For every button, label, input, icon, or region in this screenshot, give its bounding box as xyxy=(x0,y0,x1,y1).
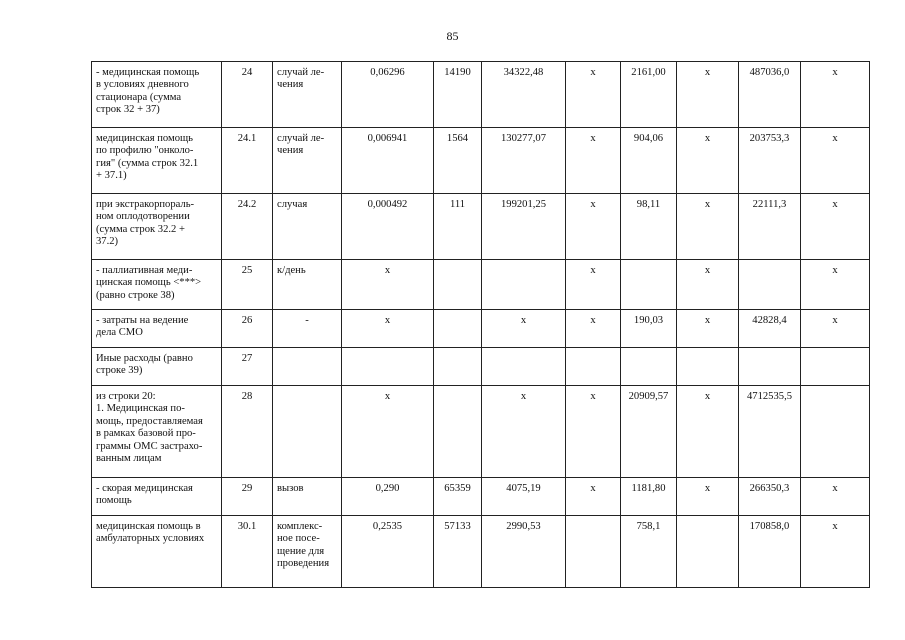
volume-per-person-cell xyxy=(342,348,434,386)
volume-per-person-cell xyxy=(342,386,434,478)
budget-total-cell xyxy=(677,310,739,348)
row-name-text: медицинская помощь по профилю "онколо- гия" (сумма строк 32.1 + 37.1) xyxy=(96,133,199,182)
oms-total-cell xyxy=(739,348,801,386)
oms-total-text: 22111,3 xyxy=(752,199,787,210)
unit-cell xyxy=(273,386,342,478)
budget-per-capita-cell xyxy=(566,260,621,310)
volume-text: 14190 xyxy=(444,67,471,78)
volume-per-person-text: 0,06296 xyxy=(370,67,405,78)
volume-per-person-cell xyxy=(342,310,434,348)
share-cell xyxy=(801,260,870,310)
row-name-text: из строки 20: 1. Медицинская по- мощь, предоставляемая в рамках базовой про- граммы ОМС застрахо- ванным лицам xyxy=(96,391,203,465)
share-cell xyxy=(801,348,870,386)
budget-per-capita-cell xyxy=(566,386,621,478)
unit-cost-text: 34322,48 xyxy=(503,67,544,78)
oms-per-capita-text: 190,03 xyxy=(633,315,664,326)
budget-per-capita-text: х xyxy=(590,133,596,144)
oms-total-text: 4712535,5 xyxy=(746,391,793,402)
row-name-cell xyxy=(92,128,222,194)
unit-text: - xyxy=(305,315,309,326)
oms-total-cell xyxy=(739,386,801,478)
volume-cell xyxy=(434,194,482,260)
budget-per-capita-cell xyxy=(566,128,621,194)
budget-total-cell xyxy=(677,516,739,588)
table-row xyxy=(92,260,870,310)
oms-per-capita-cell xyxy=(621,516,677,588)
volume-per-person-cell xyxy=(342,194,434,260)
row-name-cell xyxy=(92,478,222,516)
budget-total-cell xyxy=(677,62,739,128)
share-text: х xyxy=(832,133,838,144)
volume-per-person-cell xyxy=(342,516,434,588)
unit-text: к/день xyxy=(277,265,306,276)
unit-cost-cell xyxy=(482,348,566,386)
oms-per-capita-text: 904,06 xyxy=(633,133,664,144)
budget-total-text: х xyxy=(704,67,711,78)
share-cell xyxy=(801,516,870,588)
unit-cost-text: х xyxy=(520,315,527,326)
row-number-cell xyxy=(222,62,273,128)
volume-text: 1564 xyxy=(446,133,469,144)
row-number-cell xyxy=(222,386,273,478)
oms-per-capita-cell xyxy=(621,310,677,348)
share-text: х xyxy=(832,265,838,276)
budget-per-capita-text: х xyxy=(590,391,596,402)
volume-cell xyxy=(434,128,482,194)
share-cell xyxy=(801,386,870,478)
oms-per-capita-text: 758,1 xyxy=(636,521,661,532)
volume-per-person-cell xyxy=(342,128,434,194)
table-row xyxy=(92,516,870,588)
table-row xyxy=(92,194,870,260)
share-text: х xyxy=(832,67,838,78)
unit-cell xyxy=(273,516,342,588)
table-row xyxy=(92,348,870,386)
oms-per-capita-cell xyxy=(621,128,677,194)
volume-per-person-text: 0,2535 xyxy=(372,521,403,532)
oms-per-capita-cell xyxy=(621,260,677,310)
budget-total-cell xyxy=(677,478,739,516)
oms-per-capita-text: 2161,00 xyxy=(631,67,666,78)
volume-cell xyxy=(434,516,482,588)
budget-per-capita-text: х xyxy=(590,315,596,326)
row-name-text: - затраты на ведение дела СМО xyxy=(96,315,189,339)
oms-total-text: 170858,0 xyxy=(749,521,790,532)
volume-per-person-cell xyxy=(342,62,434,128)
row-name-cell xyxy=(92,310,222,348)
unit-text: вызов xyxy=(277,483,304,494)
budget-total-text: х xyxy=(704,483,711,494)
share-text: х xyxy=(832,315,838,326)
volume-cell xyxy=(434,260,482,310)
table-row xyxy=(92,310,870,348)
oms-total-cell xyxy=(739,62,801,128)
unit-text: случай ле- чения xyxy=(277,67,325,91)
budget-per-capita-text: х xyxy=(590,199,596,210)
row-number-text: 24 xyxy=(241,67,253,78)
unit-cell xyxy=(273,348,342,386)
table-row xyxy=(92,478,870,516)
row-number-text: 28 xyxy=(241,391,253,402)
volume-cell xyxy=(434,348,482,386)
oms-total-text: 203753,3 xyxy=(749,133,790,144)
volume-per-person-text: 0,006941 xyxy=(367,133,408,144)
table-row xyxy=(92,386,870,478)
oms-total-cell xyxy=(739,516,801,588)
unit-text: случая xyxy=(277,199,308,210)
row-number-cell xyxy=(222,310,273,348)
row-name-cell xyxy=(92,348,222,386)
unit-cost-text: 199201,25 xyxy=(500,199,547,210)
row-number-cell xyxy=(222,516,273,588)
budget-total-text: х xyxy=(704,133,711,144)
oms-per-capita-cell xyxy=(621,194,677,260)
volume-per-person-cell xyxy=(342,260,434,310)
volume-per-person-text: х xyxy=(384,391,391,402)
oms-total-text: 266350,3 xyxy=(749,483,790,494)
share-text: х xyxy=(832,521,838,532)
row-number-cell xyxy=(222,348,273,386)
share-cell xyxy=(801,478,870,516)
budget-total-cell xyxy=(677,348,739,386)
share-cell xyxy=(801,62,870,128)
volume-cell xyxy=(434,310,482,348)
budget-total-cell xyxy=(677,260,739,310)
volume-per-person-text: х xyxy=(384,265,391,276)
row-number-cell xyxy=(222,260,273,310)
unit-cell xyxy=(273,260,342,310)
oms-per-capita-cell xyxy=(621,386,677,478)
budget-per-capita-cell xyxy=(566,194,621,260)
budget-per-capita-cell xyxy=(566,348,621,386)
oms-total-cell xyxy=(739,478,801,516)
budget-total-text: х xyxy=(704,199,711,210)
volume-per-person-text: 0,290 xyxy=(375,483,400,494)
oms-total-text: 487036,0 xyxy=(749,67,790,78)
unit-text: комплекс- ное посе- щение для проведения xyxy=(277,521,330,570)
share-cell xyxy=(801,310,870,348)
row-name-text: - скорая медицинская помощь xyxy=(96,483,193,507)
oms-total-cell xyxy=(739,128,801,194)
budget-per-capita-text: х xyxy=(590,67,596,78)
share-text: х xyxy=(832,199,838,210)
unit-cost-text: 130277,07 xyxy=(500,133,547,144)
volume-text: 57133 xyxy=(444,521,471,532)
volume-cell xyxy=(434,478,482,516)
oms-total-cell xyxy=(739,310,801,348)
unit-cell xyxy=(273,128,342,194)
oms-total-cell xyxy=(739,194,801,260)
budget-per-capita-text: х xyxy=(590,483,596,494)
oms-per-capita-cell xyxy=(621,478,677,516)
row-name-cell xyxy=(92,516,222,588)
unit-cost-cell xyxy=(482,260,566,310)
unit-cell xyxy=(273,310,342,348)
row-number-text: 24.2 xyxy=(237,199,257,210)
volume-per-person-text: х xyxy=(384,315,391,326)
row-name-text: - медицинская помощь в условиях дневного стационара (сумма строк 32 + 37) xyxy=(96,67,200,116)
volume-per-person-text: 0,000492 xyxy=(367,199,408,210)
budget-total-cell xyxy=(677,194,739,260)
row-name-cell xyxy=(92,260,222,310)
volume-per-person-cell xyxy=(342,478,434,516)
oms-total-cell xyxy=(739,260,801,310)
row-name-text: при экстракорпораль- ном оплодотворении (сумма строк 32.2 + 37.2) xyxy=(96,199,195,248)
oms-per-capita-cell xyxy=(621,62,677,128)
row-name-text: медицинская помощь в амбулаторных условиях xyxy=(96,521,205,545)
row-number-cell xyxy=(222,478,273,516)
unit-cell xyxy=(273,62,342,128)
row-name-text: - паллиативная меди- цинская помощь <***> (равно строке 38) xyxy=(96,265,202,301)
row-number-text: 24.1 xyxy=(237,133,257,144)
oms-per-capita-text: 20909,57 xyxy=(628,391,669,402)
unit-cost-cell xyxy=(482,128,566,194)
unit-cost-cell xyxy=(482,478,566,516)
budget-per-capita-cell xyxy=(566,478,621,516)
row-number-text: 30.1 xyxy=(237,521,257,532)
budget-total-cell xyxy=(677,386,739,478)
unit-cell xyxy=(273,194,342,260)
table-body xyxy=(92,62,870,588)
volume-cell xyxy=(434,62,482,128)
budget-per-capita-cell xyxy=(566,62,621,128)
unit-cost-cell xyxy=(482,516,566,588)
row-number-cell xyxy=(222,128,273,194)
row-number-text: 26 xyxy=(241,315,253,326)
unit-cell xyxy=(273,478,342,516)
oms-per-capita-text: 98,11 xyxy=(636,199,661,210)
budget-total-text: х xyxy=(704,265,711,276)
oms-per-capita-text: 1181,80 xyxy=(631,483,666,494)
unit-cost-text: х xyxy=(520,391,527,402)
volume-text: 65359 xyxy=(444,483,471,494)
unit-cost-text: 4075,19 xyxy=(506,483,541,494)
share-text: х xyxy=(832,483,838,494)
oms-per-capita-cell xyxy=(621,348,677,386)
row-number-text: 29 xyxy=(241,483,253,494)
budget-per-capita-text: х xyxy=(590,265,596,276)
budget-total-text: х xyxy=(704,391,711,402)
budget-total-text: х xyxy=(704,315,711,326)
budget-total-cell xyxy=(677,128,739,194)
share-cell xyxy=(801,194,870,260)
budget-per-capita-cell xyxy=(566,310,621,348)
page-number: 85 xyxy=(446,29,459,43)
row-name-cell xyxy=(92,194,222,260)
row-number-text: 25 xyxy=(241,265,253,276)
unit-cost-cell xyxy=(482,62,566,128)
data-table xyxy=(91,61,870,588)
unit-cost-cell xyxy=(482,194,566,260)
unit-cost-cell xyxy=(482,310,566,348)
unit-cost-text: 2990,53 xyxy=(506,521,541,532)
unit-text: случай ле- чения xyxy=(277,133,325,157)
unit-cost-cell xyxy=(482,386,566,478)
row-number-text: 27 xyxy=(241,353,253,364)
volume-text: 111 xyxy=(449,199,466,210)
row-number-cell xyxy=(222,194,273,260)
row-name-cell xyxy=(92,386,222,478)
table-row xyxy=(92,62,870,128)
oms-total-text: 42828,4 xyxy=(752,315,787,326)
share-cell xyxy=(801,128,870,194)
budget-per-capita-cell xyxy=(566,516,621,588)
row-name-text: Иные расходы (равно строке 39) xyxy=(96,353,193,377)
volume-cell xyxy=(434,386,482,478)
table-row xyxy=(92,128,870,194)
row-name-cell xyxy=(92,62,222,128)
